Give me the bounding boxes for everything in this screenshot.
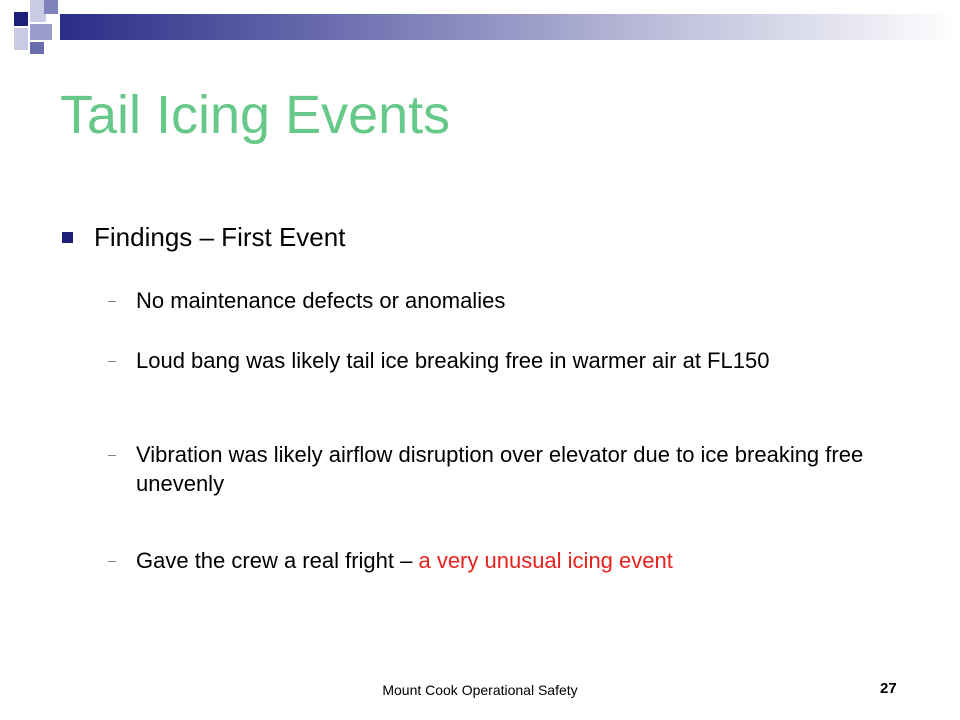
sub-bullet-text <box>136 546 673 575</box>
deco-square <box>14 12 28 26</box>
dash-bullet-icon: – <box>108 352 116 368</box>
heading-bullet <box>60 222 345 253</box>
deco-square <box>30 24 52 40</box>
sub-bullet <box>108 440 868 498</box>
dash-bullet-icon: – <box>108 292 116 308</box>
sub-bullet-text: No maintenance defects or anomalies <box>136 288 506 313</box>
square-bullet-icon <box>62 232 73 243</box>
highlight-text: a very unusual icing event <box>418 548 673 573</box>
footer-text: Mount Cook Operational Safety <box>382 682 578 698</box>
deco-square <box>44 0 58 14</box>
sub-bullet <box>108 286 868 315</box>
sub-bullet-plain: Gave the crew a real fright – <box>136 548 419 573</box>
sub-bullet-text: Vibration was likely airflow disruption over elevator due to ice breaking free unevenly <box>136 442 864 496</box>
deco-square <box>30 42 44 54</box>
heading-text: Findings – First Event <box>94 222 346 252</box>
header-decoration <box>0 0 960 60</box>
dash-bullet-icon: – <box>108 552 116 568</box>
sub-bullet <box>108 346 868 375</box>
dash-bullet-icon: – <box>108 446 116 462</box>
page-number: 27 <box>880 680 897 697</box>
sub-bullet-text: Loud bang was likely tail ice breaking free in warmer air at FL150 <box>136 348 770 373</box>
header-gradient-bar <box>60 14 960 40</box>
slide-title: Tail Icing Events <box>60 85 451 145</box>
sub-bullet <box>108 546 868 575</box>
deco-square <box>14 28 28 50</box>
